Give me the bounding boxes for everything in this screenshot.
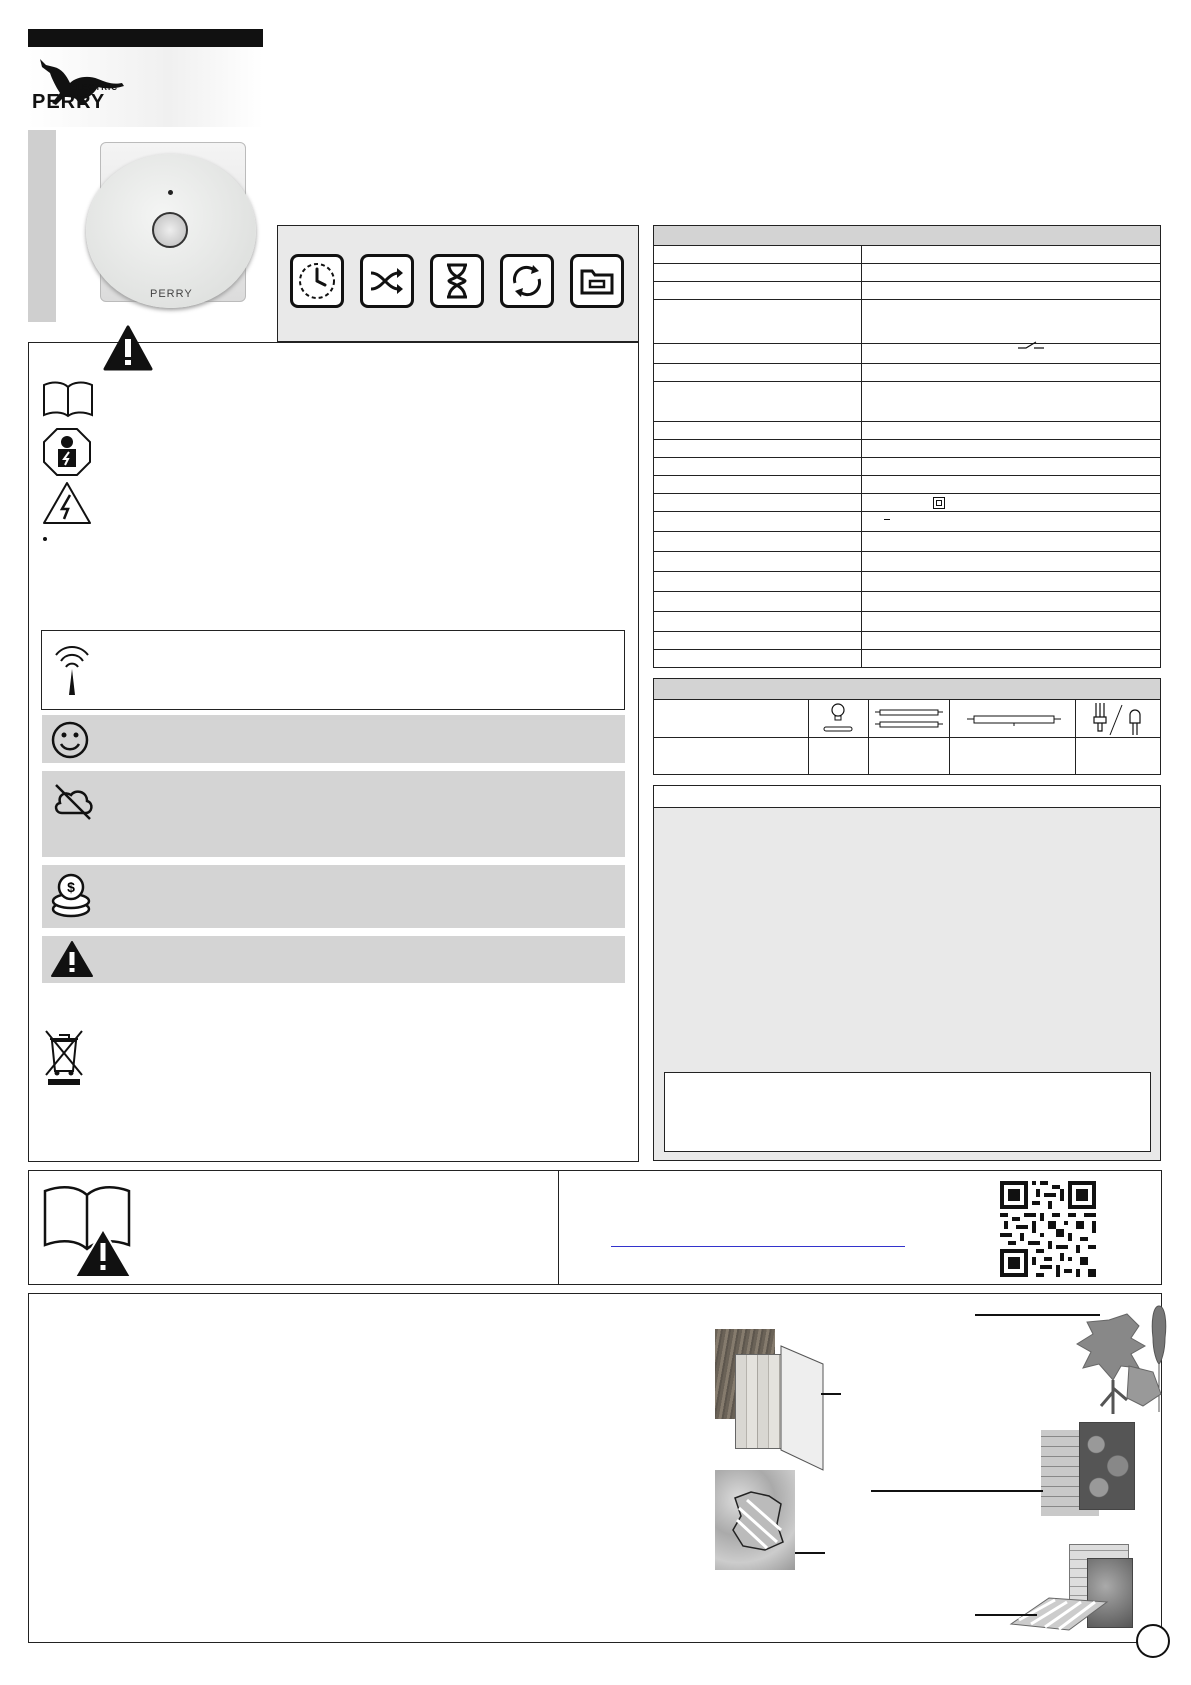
no-cloud-icon — [50, 781, 96, 821]
halogen-bulb-icon — [818, 701, 858, 735]
smiley-band — [42, 715, 625, 763]
electrician-icon — [42, 427, 92, 477]
brick-pointer-line — [871, 1490, 1043, 1492]
dc-symbol — [884, 519, 890, 520]
table-row — [654, 422, 1160, 440]
brand-subname: ELECTRIC — [70, 83, 118, 92]
double-insulation-symbol — [933, 497, 945, 509]
glass-pane — [779, 1344, 825, 1474]
notes-header — [654, 786, 1160, 808]
smiley-icon — [50, 720, 90, 760]
materials-panel — [28, 1293, 1162, 1643]
bullet-dot — [43, 537, 47, 541]
manual-warning-icon — [41, 1179, 141, 1279]
brand-top-bar — [28, 29, 263, 47]
lamp-col-divider — [868, 700, 869, 774]
safety-panel — [28, 342, 639, 1162]
contact-symbol — [1016, 340, 1046, 350]
tech-table-header — [654, 226, 1160, 246]
hourglass-icon — [430, 254, 484, 308]
table-row — [654, 612, 1160, 632]
lamp-load-table — [653, 678, 1161, 775]
table-row — [654, 494, 1160, 512]
table-row — [654, 300, 1160, 344]
manual-icon — [41, 379, 95, 419]
tech-data-table — [653, 225, 1161, 668]
fluorescent-ballast-icon — [966, 713, 1062, 727]
qr-code[interactable] — [1000, 1181, 1096, 1277]
random-icon — [360, 254, 414, 308]
download-link[interactable] — [611, 1231, 905, 1247]
table-row — [654, 364, 1160, 382]
notes-panel — [653, 785, 1161, 1161]
high-voltage-icon — [42, 481, 92, 525]
caution-icon — [50, 940, 94, 978]
table-row — [654, 592, 1160, 612]
table-row — [654, 552, 1160, 572]
folder-icon — [570, 254, 624, 308]
table-row — [654, 246, 1160, 264]
wood-pointer-line — [821, 1393, 841, 1395]
table-row — [654, 572, 1160, 592]
lamp-col-divider — [1075, 700, 1076, 774]
coins-icon — [48, 871, 94, 921]
antenna-icon — [50, 641, 94, 697]
radio-note-box — [41, 630, 625, 710]
concrete-pointer-line — [975, 1614, 1037, 1616]
cfl-led-icon — [1090, 701, 1146, 737]
table-row — [654, 344, 1160, 364]
lamp-col-divider — [808, 700, 809, 774]
weee-bin-icon — [42, 1029, 86, 1087]
trees-icon — [1069, 1302, 1179, 1418]
device-button — [152, 212, 188, 248]
device-photo — [84, 138, 262, 308]
caution-band — [42, 936, 625, 983]
stone-wall — [1079, 1422, 1135, 1510]
function-icons-panel — [277, 225, 639, 342]
brand-logo-area — [28, 47, 263, 127]
strip-divider — [558, 1171, 559, 1284]
no-cloud-band — [42, 771, 625, 857]
lamp-table-header — [654, 679, 1160, 700]
table-row — [654, 532, 1160, 552]
device-label: PERRY — [150, 288, 193, 300]
plaster-insert — [729, 1490, 787, 1552]
side-bar — [28, 130, 56, 322]
cycle-icon — [500, 254, 554, 308]
page-number — [1136, 1624, 1170, 1658]
table-row — [654, 264, 1160, 282]
warning-icon — [103, 325, 153, 371]
fluorescent-tube-icon — [874, 707, 944, 731]
table-row — [654, 476, 1160, 494]
notes-inner-box — [664, 1072, 1151, 1152]
coins-band — [42, 865, 625, 928]
table-row — [654, 382, 1160, 422]
table-row — [654, 632, 1160, 650]
svg-text:$: $ — [67, 879, 75, 895]
plaster-pointer-line — [795, 1552, 825, 1554]
table-row — [654, 440, 1160, 458]
device-led — [168, 190, 173, 195]
clock-icon — [290, 254, 344, 308]
table-row — [654, 512, 1160, 532]
table-row — [654, 458, 1160, 476]
lamp-col-divider — [949, 700, 950, 774]
manual-download-strip — [28, 1170, 1162, 1285]
concrete-slab — [1009, 1590, 1109, 1634]
brand-name: PERRY — [32, 91, 106, 113]
table-row — [654, 282, 1160, 300]
